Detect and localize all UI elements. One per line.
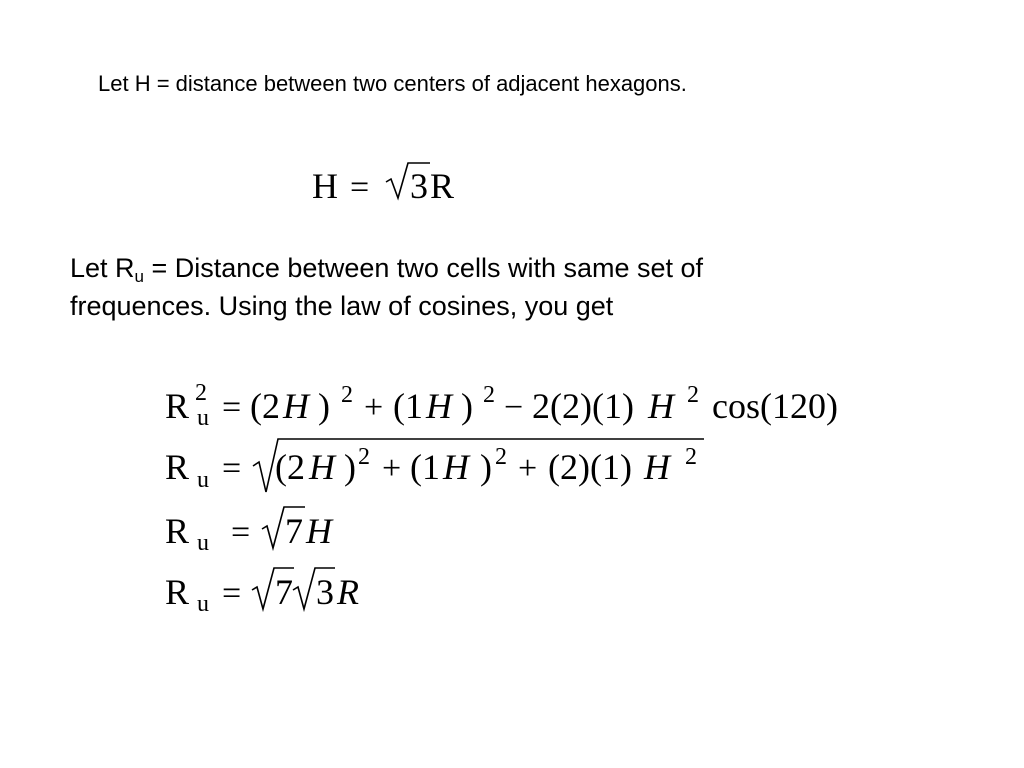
row4-r: R bbox=[165, 572, 190, 612]
row1-exponent2: 2 bbox=[483, 382, 495, 408]
row2-paren2-close: ) bbox=[480, 447, 492, 487]
row2-coefficient: (2)(1) bbox=[548, 447, 632, 487]
row2-subscript: u bbox=[197, 467, 209, 493]
derivation-row-3 bbox=[165, 507, 334, 556]
equation-h-tail: R bbox=[430, 166, 455, 206]
row1-h2: H bbox=[426, 386, 452, 426]
row3-equals: = bbox=[231, 514, 251, 551]
row1-paren2-open: (1 bbox=[393, 386, 423, 426]
row4-radicand-1: 7 bbox=[275, 572, 293, 612]
row2-plus1: + bbox=[382, 450, 402, 487]
derivation-row-4 bbox=[165, 568, 359, 617]
paragraph-text-line1: = Distance between two cells with same set of bbox=[144, 253, 704, 283]
row1-exponent1: 2 bbox=[341, 382, 353, 408]
row2-r: R bbox=[165, 447, 190, 487]
row2-equals: = bbox=[222, 450, 242, 487]
row1-equals: = bbox=[222, 389, 242, 426]
row1-exponent3: 2 bbox=[687, 382, 699, 408]
row4-radicand-2: 3 bbox=[316, 572, 334, 612]
row1-paren1-open: (2 bbox=[250, 386, 280, 426]
row1-minus: − bbox=[504, 389, 524, 426]
equation-h-radicand: 3 bbox=[410, 166, 428, 206]
row1-paren2-close: ) bbox=[461, 386, 473, 426]
row4-r-var: R bbox=[337, 572, 359, 612]
row3-h: H bbox=[306, 511, 332, 551]
row2-h2: H bbox=[443, 447, 469, 487]
row1-cosine: cos(120) bbox=[712, 386, 838, 426]
row1-h3: H bbox=[648, 386, 674, 426]
equation-h-lhs: H bbox=[312, 166, 338, 206]
row1-subscript: u bbox=[197, 405, 209, 431]
row4-equals: = bbox=[222, 575, 242, 612]
row1-plus: + bbox=[364, 389, 384, 426]
row2-plus2: + bbox=[518, 450, 538, 487]
row1-r: R bbox=[165, 386, 190, 426]
row4-subscript: u bbox=[197, 591, 209, 617]
derivation-row-1 bbox=[165, 380, 838, 431]
derivation-row-2 bbox=[165, 439, 704, 493]
row2-exponent3: 2 bbox=[685, 444, 697, 470]
intro-text: Let H = distance between two centers of adjacent hexagons. bbox=[98, 71, 687, 96]
row3-radicand: 7 bbox=[285, 511, 303, 551]
row3-r: R bbox=[165, 511, 190, 551]
row2-h1: H bbox=[309, 447, 335, 487]
equation-h-equals: = bbox=[350, 169, 370, 206]
row1-h1: H bbox=[283, 386, 309, 426]
paragraph-text-line2: frequences. Using the law of cosines, you get bbox=[70, 291, 614, 321]
row2-paren1-open: (2 bbox=[275, 447, 305, 487]
row1-superscript: 2 bbox=[195, 380, 207, 406]
row1-paren1-close: ) bbox=[318, 386, 330, 426]
row2-exponent1: 2 bbox=[358, 444, 370, 470]
row3-subscript: u bbox=[197, 530, 209, 556]
row2-h3: H bbox=[644, 447, 670, 487]
row1-coefficient: 2(2)(1) bbox=[532, 386, 634, 426]
paragraph-let-r: Let R bbox=[70, 253, 135, 283]
row2-exponent2: 2 bbox=[495, 444, 507, 470]
row2-paren2-open: (1 bbox=[410, 447, 440, 487]
paragraph-subscript-u: u bbox=[134, 267, 145, 286]
row2-paren1-close: ) bbox=[344, 447, 356, 487]
